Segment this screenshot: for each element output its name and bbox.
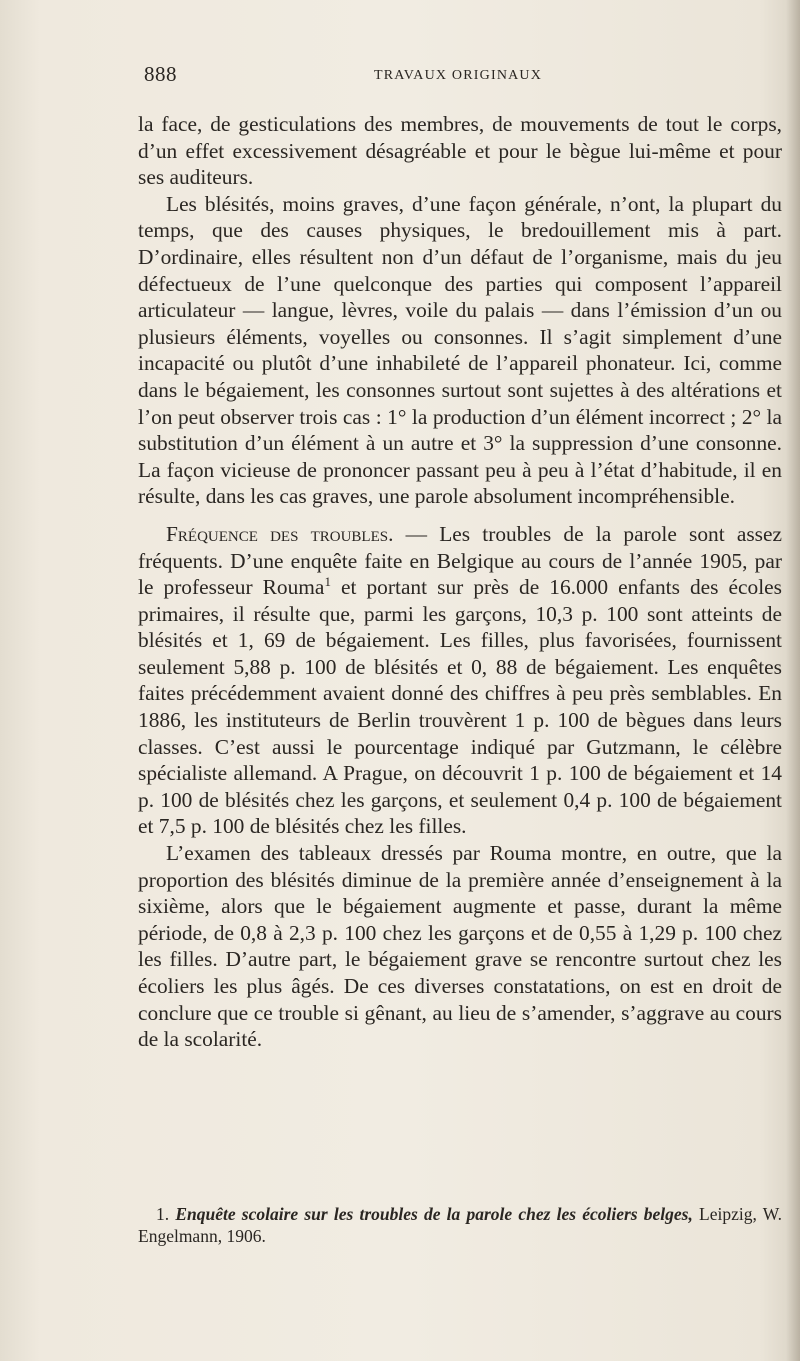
paragraph-continuation: la face, de gesticulations des membres, de mouvements de tout le corps, d’un effet excessivement désagréable et pour le bègue lui-même et pour ses auditeurs. <box>138 112 782 190</box>
section-heading: Fréquence des troubles. <box>166 521 394 546</box>
footnote-publisher: Leipzig, W. Engelmann, 1906. <box>138 1204 783 1246</box>
page-edge-shadow <box>786 0 800 1361</box>
paragraph-examen: L’examen des tableaux dressés par Rouma montre, en outre, que la proportion des blésités diminue de la première année d’enseignement à la sixième, alors que le bégaiement augmente et passe, durant la même période, de 0,8 à 2,3 p. 100 chez les garçons et de 0,55 à 1,29 p. 100 chez les filles. D’autre part, le bégaiement grave se rencontre surtout chez les écoliers les plus âgés. De ces diverses constatations, on est en droit de conclure que ce trouble si gênant, au lieu de s’amender, s’aggrave au cours de la scolarité. <box>138 841 782 1052</box>
running-title: TRAVAUX ORIGINAUX <box>374 68 543 83</box>
body-text <box>138 111 782 1053</box>
footnote-title: Enquête scolaire sur les troubles de la parole chez les écoliers belges, <box>175 1204 693 1224</box>
section-intro-text: — Les troubles de la parole sont assez fréquents. D’une enquête faite en Belgique au cours de l’année 1905, par le professeur Rouma <box>138 521 782 600</box>
paragraph-frequence <box>138 521 782 840</box>
paragraph-blesites: Les blésités, moins graves, d’une façon générale, n’ont, la plupart du temps, que des causes physiques, le bredouillement mis à part. D’ordinaire, elles résultent non d’un défaut de l’organisme, mais du jeu défectueux de l’une quelconque des parties qui composent l’appareil articulateur — langue, lèvres, voile du palais — dans l’émission d’un ou plusieurs éléments, voyelles ou consonnes. Il s’agit simplement d’une incapacité ou plutôt d’une inhabileté de l’appareil phonateur. Ici, comme dans le bégaiement, les consonnes surtout sont sujettes à des altérations et l’on peut observer trois cas : 1° la production d’un élément incorrect ; 2° la substitution d’un élément à un autre et 3° la suppression d’une consonne. La façon vicieuse de prononcer passant peu à peu à l’état d’habitude, il en résulte, dans les cas graves, une parole absolument incompréhensible. <box>138 191 782 509</box>
footnote-number: 1. <box>156 1204 170 1224</box>
page-number: 888 <box>144 62 177 86</box>
footnote-reference: 1 <box>324 573 331 589</box>
section-rest-text: et portant sur près de 16.000 enfants des écoles primaires, il résulte que, parmi les garçons, 10,3 p. 100 sont atteints de blésités et 1, 69 de bégaiement. Les filles, plus favorisées, fournissent seulement 5,88 p. 100 de blésités et 0, 88 de bégaiement. Les enquêtes faites précédemment avaient donné des chiffres à peu près semblables. En 1886, les instituteurs de Berlin trouvèrent 1 p. 100 de bègues dans leurs classes. C’est aussi le pourcentage indiqué par Gutzmann, le célèbre spécialiste allemand. A Prague, on découvrit 1 p. 100 de bégaiement et 14 p. 100 de blésités chez les garçons, et seulement 0,4 p. 100 de bégaiement et 7,5 p. 100 de blésités chez les filles. <box>138 575 782 839</box>
footnote <box>138 1203 782 1247</box>
page-header <box>138 62 778 92</box>
